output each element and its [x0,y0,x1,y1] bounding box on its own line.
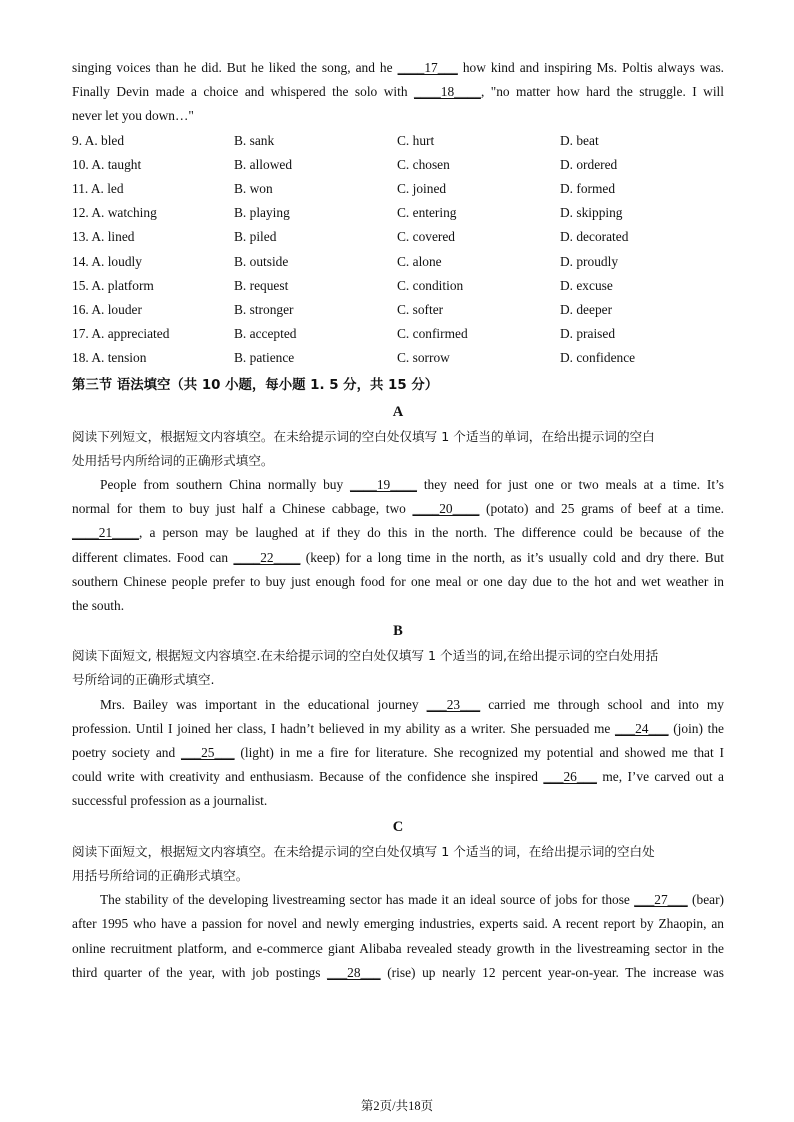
option-b: B. allowed [234,156,293,172]
option-d: D. praised [560,326,616,342]
text-line: The stability of the developing livestreaming sector has made it an ideal source of jobs for those ___27___ (bear) [100,892,724,908]
blank-17: ____17___ [397,60,458,75]
blank-22: ____22____ [233,549,301,565]
option-c: C. covered [397,229,456,245]
part-a-instruction: 处用括号内所给词的正确形式填空。 [72,452,274,468]
text-line: Mrs. Bailey was important in the educational journey ___23___ carried me through school and into my [100,696,724,712]
option-row-13 [72,225,724,249]
options-list [72,129,724,371]
option-d: D. beat [560,132,599,148]
option-b: B. sank [234,132,275,148]
text-line: Finally Devin made a choice and whispered the solo with ____18____, "no matter how hard the struggle. I will [72,84,724,100]
option-d: D. ordered [560,156,618,172]
blank-24: ___24___ [614,720,669,736]
part-c-instruction: 阅读下面短文，根据短文内容填空。在未给提示词的空白处仅填写 1 个适当的词，在给出提示词的空白处 [72,843,655,859]
option-row-11 [72,177,724,201]
blank-23: ___23___ [426,696,481,712]
text-line: ____21____, a person may be laughed at if they do this in the north. The difference could be because of the [72,525,724,541]
text-line: singing voices than he did. But he liked the song, and he ____17___ how kind and inspiring Ms. Poltis always was. [72,60,724,75]
option-a: 16. A. louder [72,302,142,318]
option-c: C. condition [397,277,464,293]
option-b: B. playing [234,205,290,221]
section-title: 第三节 语法填空（共 10 小题，每小题 1. 5 分，共 15 分） [72,377,439,393]
part-b-instruction: 号所给词的正确形式填空. [72,672,215,688]
blank-28: ___28___ [327,964,381,980]
part-c-heading: C [392,818,404,835]
option-c: C. entering [397,205,457,221]
option-b: B. accepted [234,326,297,342]
option-b: B. outside [234,253,289,269]
blank-27: ___27___ [634,892,688,908]
option-b: B. patience [234,350,295,366]
option-a: 13. A. lined [72,229,135,245]
option-c: C. alone [397,253,442,269]
text-line: different climates. Food can ____22____ (keep) for a long time in the north, as it’s usually cold and dry there. But [72,549,725,565]
text-line: normal for them to buy just half a Chinese cabbage, two ____20____ (potato) and 25 grams of beef at a time. [72,501,724,517]
text-line: southern Chinese people prefer to buy just enough food for one meal or one day due to the hot and wet weather in [72,573,724,589]
option-row-12 [72,201,724,225]
option-a: 18. A. tension [72,350,147,366]
text-line: poetry society and ___25___ (light) in me a fire for literature. She recognized my potential and showed me that I [72,745,724,761]
option-c: C. joined [397,181,447,197]
document-page [72,56,724,985]
blank-25: ___25___ [181,745,235,761]
option-d: D. skipping [560,205,623,221]
option-a: 10. A. taught [72,156,142,172]
option-c: C. confirmed [397,326,468,342]
option-b: B. piled [234,229,277,245]
text-line: never let you down…" [72,108,194,124]
option-c: C. chosen [397,156,450,172]
blank-21: ____21____ [72,525,139,541]
option-row-14 [72,250,724,274]
blank-20: ____20____ [412,501,480,517]
page-number: 第2页/共18页 [360,1099,434,1113]
text-line: People from southern China normally buy ____19____ they need for just one or two meals at a time. It’s [100,477,724,493]
option-row-10 [72,153,724,177]
option-d: D. decorated [560,229,629,245]
option-b: B. won [234,181,273,197]
part-b-heading: B [393,623,403,640]
blank-18: ____18____ [413,84,481,100]
text-line: online recruitment platform, and e-commerce giant Alibaba revealed steady growth in the livestreaming sector in the [72,940,724,956]
part-a-heading: A [392,403,404,420]
option-a: 15. A. platform [72,277,154,293]
text-line: successful profession as a journalist. [72,793,268,809]
option-row-16 [72,298,724,322]
option-row-18 [72,346,724,370]
option-a: 12. A. watching [72,205,157,221]
text-line: profession. Until I joined her class, I hadn’t believed in my ability as a writer. She persuaded me ___24___ (join) the [72,720,724,736]
option-a: 9. A. bled [72,132,125,148]
option-a: 11. A. led [72,181,124,197]
option-c: C. softer [397,302,444,318]
blank-19: ____19____ [350,477,417,493]
option-d: D. proudly [560,253,619,269]
option-b: B. request [234,277,289,293]
option-c: C. sorrow [397,350,450,366]
part-b-instruction: 阅读下面短文, 根据短文内容填空.在未给提示词的空白处仅填写 1 个适当的词,在给出提示词的空白处用括 [72,648,659,664]
option-d: D. excuse [560,277,613,293]
option-row-15 [72,274,724,298]
option-row-9 [72,129,724,153]
option-d: D. formed [560,181,616,197]
option-c: C. hurt [397,132,435,148]
part-c-instruction: 用括号所给词的正确形式填空。 [72,867,249,883]
option-a: 14. A. loudly [72,253,142,269]
option-row-17 [72,322,724,346]
option-a: 17. A. appreciated [72,326,170,342]
option-b: B. stronger [234,302,294,318]
part-a-instruction: 阅读下列短文，根据短文内容填空。在未给提示词的空白处仅填写 1 个适当的单词，在给出提示词的空白 [72,428,655,444]
blank-26: ___26___ [543,769,597,785]
text-line: could write with creativity and enthusiasm. Because of the confidence she inspired ___26___ me, I’ve carved out a [72,769,724,785]
option-d: D. confidence [560,350,636,366]
text-line: third quarter of the year, with job postings ___28___ (rise) up nearly 12 percent year-on-year. The increase was [72,964,725,980]
text-line: after 1995 who have a passion for novel and newly emerging industries, experts said. A recent report by Zhaopin, an [72,916,724,932]
passage-tail [72,56,724,129]
text-line: the south. [72,598,125,614]
option-d: D. deeper [560,302,613,318]
